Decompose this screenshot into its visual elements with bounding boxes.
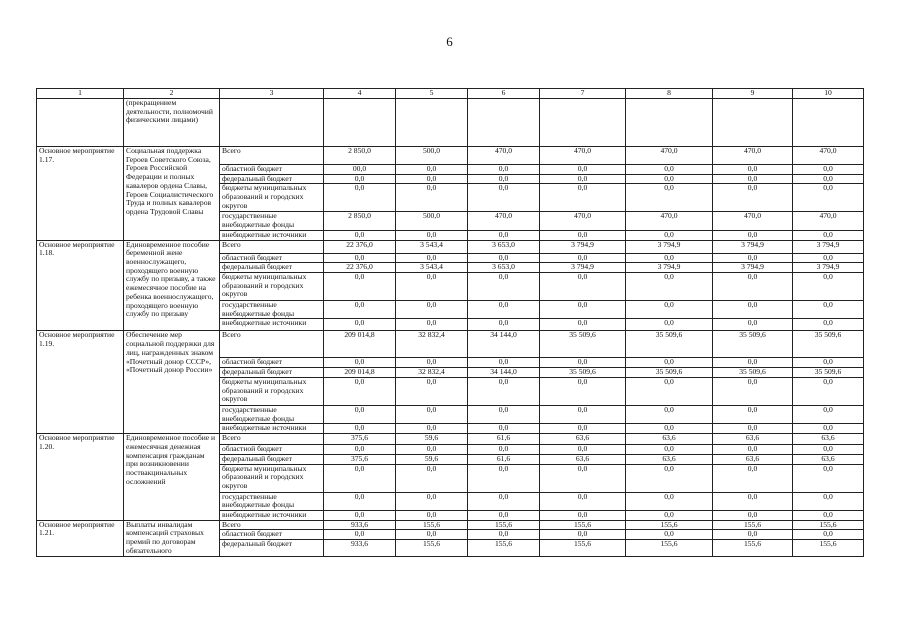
amount-cell: 3 543,4: [396, 263, 468, 273]
amount-cell: 470,0: [540, 212, 626, 230]
amount-cell: 0,0: [324, 184, 396, 212]
amount-cell: 22 376,0: [324, 240, 396, 253]
amount-cell: 0,0: [540, 319, 626, 331]
amount-cell: 0,0: [793, 230, 864, 240]
amount-cell: 0,0: [396, 301, 468, 319]
amount-cell: 35 509,6: [793, 331, 864, 358]
amount-cell: 0,0: [793, 424, 864, 434]
amount-cell: 0,0: [396, 464, 468, 492]
amount-cell: 0,0: [540, 253, 626, 263]
amount-cell: 0,0: [713, 184, 793, 212]
amount-cell: 3 653,0: [468, 240, 540, 253]
amount-cell: 470,0: [626, 147, 713, 165]
amount-cell: 470,0: [713, 147, 793, 165]
funding-source: областной бюджет: [220, 358, 324, 368]
amount-cell: 35 509,6: [540, 368, 626, 378]
funding-source: федеральный бюджет: [220, 368, 324, 378]
amount-cell: 3 543,4: [396, 240, 468, 253]
column-header: 4: [324, 89, 396, 99]
amount-cell: 63,6: [713, 454, 793, 464]
funding-source: государственные внебюджетные фонды: [220, 492, 324, 510]
table-row: [37, 147, 864, 165]
amount-cell: 500,0: [396, 212, 468, 230]
amount-cell: 0,0: [713, 445, 793, 455]
funding-source: бюджеты муниципальных образований и городских округов: [220, 377, 324, 405]
amount-cell: 0,0: [324, 464, 396, 492]
amount-cell: 0,0: [468, 301, 540, 319]
amount-cell: 0,0: [713, 464, 793, 492]
amount-cell: 0,0: [468, 464, 540, 492]
amount-cell: 0,0: [468, 492, 540, 510]
amount-cell: 155,6: [713, 540, 793, 556]
funding-source: федеральный бюджет: [220, 454, 324, 464]
amount-cell: 155,6: [793, 520, 864, 530]
amount-cell: 0,0: [540, 273, 626, 301]
amount-cell: 933,6: [324, 540, 396, 556]
funding-source: внебюджетные источники: [220, 424, 324, 434]
amount-cell: 0,0: [468, 530, 540, 540]
amount-cell: 0,0: [626, 301, 713, 319]
table-row: [37, 331, 864, 358]
amount-cell: 63,6: [626, 454, 713, 464]
amount-cell: 0,0: [396, 174, 468, 184]
amount-cell: 0,0: [713, 301, 793, 319]
amount-cell: 63,6: [540, 434, 626, 445]
amount-cell: 0,0: [396, 165, 468, 175]
amount-cell: 3 653,0: [468, 263, 540, 273]
measure-name: Обеспечение мер социальной поддержки для лиц, награжденных знаком «Почетный донор СССР», «Почетный донор России»: [124, 331, 220, 434]
funding-source: федеральный бюджет: [220, 263, 324, 273]
amount-cell: 0,0: [626, 184, 713, 212]
amount-cell: 0,0: [793, 377, 864, 405]
amount-cell: 0,0: [468, 424, 540, 434]
amount-cell: 00,0: [324, 165, 396, 175]
amount-cell: 0,0: [540, 165, 626, 175]
funding-source: областной бюджет: [220, 445, 324, 455]
measure-code: Основное мероприятие 1.17.: [37, 147, 124, 241]
amount-cell: 155,6: [540, 540, 626, 556]
amount-cell: 0,0: [626, 510, 713, 520]
amount-cell: 375,6: [324, 454, 396, 464]
amount-cell: 0,0: [626, 530, 713, 540]
amount-cell: 3 794,9: [626, 263, 713, 273]
amount-cell: 0,0: [626, 405, 713, 423]
funding-source: внебюджетные источники: [220, 510, 324, 520]
amount-cell: 0,0: [324, 174, 396, 184]
amount-cell: 0,0: [324, 253, 396, 263]
amount-cell: 0,0: [626, 358, 713, 368]
amount-cell: 0,0: [626, 377, 713, 405]
amount-cell: 2 850,0: [324, 147, 396, 165]
amount-cell: 35 509,6: [626, 331, 713, 358]
amount-cell: 63,6: [540, 454, 626, 464]
amount-cell: 0,0: [540, 445, 626, 455]
funding-source: областной бюджет: [220, 165, 324, 175]
amount-cell: 0,0: [396, 184, 468, 212]
amount-cell: 0,0: [396, 405, 468, 423]
measure-name: Единовременное пособие беременной жене военнослужащего, проходящего военную службу по призыву, а также ежемесячное пособие на ребенка военнослужащего, проходящего военную службу по призыву: [124, 240, 220, 331]
amount-cell: 0,0: [324, 358, 396, 368]
amount-cell: 0,0: [793, 445, 864, 455]
amount-cell: 0,0: [793, 273, 864, 301]
amount-cell: 3 794,9: [713, 240, 793, 253]
amount-cell: 155,6: [713, 520, 793, 530]
amount-cell: 0,0: [626, 464, 713, 492]
amount-cell: 155,6: [396, 540, 468, 556]
measure-name: Социальная поддержка Героев Советского Союза, Героев Российской Федерации и полных кавалеров ордена Славы, Героев Социалистического Труда и полных кавалеров ордена Трудовой Славы: [124, 147, 220, 241]
amount-cell: 209 014,8: [324, 368, 396, 378]
amount-cell: 0,0: [540, 492, 626, 510]
amount-cell: 0,0: [396, 492, 468, 510]
amount-cell: 155,6: [396, 520, 468, 530]
amount-cell: 0,0: [324, 492, 396, 510]
amount-cell: 0,0: [540, 405, 626, 423]
amount-cell: 3 794,9: [713, 263, 793, 273]
amount-cell: 470,0: [713, 212, 793, 230]
amount-cell: 63,6: [626, 434, 713, 445]
amount-cell: 933,6: [324, 520, 396, 530]
amount-cell: 0,0: [713, 492, 793, 510]
amount-cell: 3 794,9: [793, 240, 864, 253]
column-header: 6: [468, 89, 540, 99]
amount-cell: 0,0: [396, 273, 468, 301]
funding-source: федеральный бюджет: [220, 174, 324, 184]
header-row: [37, 89, 864, 99]
amount-cell: 3 794,9: [793, 263, 864, 273]
amount-cell: 0,0: [540, 184, 626, 212]
amount-cell: 0,0: [793, 253, 864, 263]
amount-cell: 0,0: [713, 358, 793, 368]
amount-cell: 59,6: [396, 434, 468, 445]
column-header: 10: [793, 89, 864, 99]
amount-cell: 470,0: [626, 212, 713, 230]
amount-cell: 34 144,0: [468, 368, 540, 378]
amount-cell: 0,0: [540, 174, 626, 184]
column-header: 7: [540, 89, 626, 99]
amount-cell: 0,0: [540, 510, 626, 520]
amount-cell: 63,6: [713, 434, 793, 445]
table-row: [37, 520, 864, 530]
amount-cell: 0,0: [324, 445, 396, 455]
measure-name: Единовременное пособие и ежемесячная денежная компенсация гражданам при возникновении поствакцинальных осложнений: [124, 434, 220, 521]
measure-code: Основное мероприятие 1.19.: [37, 331, 124, 434]
amount-cell: 3 794,9: [540, 263, 626, 273]
amount-cell: 209 014,8: [324, 331, 396, 358]
amount-cell: 0,0: [626, 319, 713, 331]
amount-cell: 470,0: [468, 147, 540, 165]
amount-cell: 0,0: [626, 424, 713, 434]
amount-cell: 0,0: [713, 530, 793, 540]
amount-cell: 0,0: [540, 230, 626, 240]
amount-cell: 0,0: [540, 301, 626, 319]
amount-cell: 0,0: [468, 510, 540, 520]
funding-source: областной бюджет: [220, 530, 324, 540]
amount-cell: 0,0: [793, 510, 864, 520]
amount-cell: 0,0: [793, 165, 864, 175]
amount-cell: 63,6: [793, 434, 864, 445]
amount-cell: 470,0: [793, 147, 864, 165]
amount-cell: 22 376,0: [324, 263, 396, 273]
amount-cell: 59,6: [396, 454, 468, 464]
amount-cell: 470,0: [468, 212, 540, 230]
amount-cell: 2 850,0: [324, 212, 396, 230]
amount-cell: 0,0: [793, 492, 864, 510]
measure-code: Основное мероприятие 1.21.: [37, 520, 124, 556]
amount-cell: 32 832,4: [396, 368, 468, 378]
measure-name: Выплаты инвалидам компенсаций страховых премий по договорам обязательного: [124, 520, 220, 556]
amount-cell: 0,0: [468, 174, 540, 184]
amount-cell: 155,6: [626, 520, 713, 530]
amount-cell: 35 509,6: [713, 331, 793, 358]
amount-cell: 0,0: [540, 358, 626, 368]
amount-cell: 0,0: [468, 273, 540, 301]
amount-cell: 63,6: [793, 454, 864, 464]
funding-source: федеральный бюджет: [220, 540, 324, 556]
amount-cell: 0,0: [793, 405, 864, 423]
amount-cell: 0,0: [713, 510, 793, 520]
amount-cell: 0,0: [713, 405, 793, 423]
amount-cell: 500,0: [396, 147, 468, 165]
continuation-name: (прекращением деятельности, полномочий физическими лицами): [124, 99, 220, 147]
amount-cell: 0,0: [468, 405, 540, 423]
funding-source: Всего: [220, 434, 324, 445]
amount-cell: 35 509,6: [713, 368, 793, 378]
amount-cell: 35 509,6: [540, 331, 626, 358]
amount-cell: 0,0: [324, 405, 396, 423]
funding-source: Всего: [220, 520, 324, 530]
continuation-code: [37, 99, 124, 147]
funding-source: государственные внебюджетные фонды: [220, 301, 324, 319]
column-header: 3: [220, 89, 324, 99]
amount-cell: 32 832,4: [396, 331, 468, 358]
column-header: 5: [396, 89, 468, 99]
amount-cell: 34 144,0: [468, 331, 540, 358]
amount-cell: 0,0: [540, 464, 626, 492]
amount-cell: 0,0: [713, 174, 793, 184]
amount-cell: 0,0: [540, 377, 626, 405]
funding-source: государственные внебюджетные фонды: [220, 212, 324, 230]
funding-source: внебюджетные источники: [220, 319, 324, 331]
funding-source: Всего: [220, 331, 324, 358]
column-header: 2: [124, 89, 220, 99]
amount-cell: 0,0: [626, 174, 713, 184]
amount-cell: 0,0: [540, 424, 626, 434]
amount-cell: 155,6: [626, 540, 713, 556]
funding-source: областной бюджет: [220, 253, 324, 263]
amount-cell: 3 794,9: [540, 240, 626, 253]
column-header: 9: [713, 89, 793, 99]
amount-cell: 0,0: [396, 377, 468, 405]
amount-cell: 470,0: [540, 147, 626, 165]
amount-cell: 0,0: [396, 358, 468, 368]
amount-cell: 0,0: [793, 301, 864, 319]
amount-cell: 0,0: [468, 358, 540, 368]
amount-cell: 0,0: [324, 273, 396, 301]
amount-cell: 0,0: [540, 530, 626, 540]
continuation-row: [37, 99, 864, 147]
amount-cell: 155,6: [793, 540, 864, 556]
page-number: 6: [446, 34, 453, 49]
amount-cell: 0,0: [468, 230, 540, 240]
amount-cell: 0,0: [793, 358, 864, 368]
amount-cell: 0,0: [324, 510, 396, 520]
amount-cell: 0,0: [324, 377, 396, 405]
amount-cell: 155,6: [468, 540, 540, 556]
amount-cell: 0,0: [324, 230, 396, 240]
amount-cell: 0,0: [626, 230, 713, 240]
amount-cell: 0,0: [713, 319, 793, 331]
amount-cell: 0,0: [713, 377, 793, 405]
funding-source: бюджеты муниципальных образований и городских округов: [220, 464, 324, 492]
amount-cell: 0,0: [396, 445, 468, 455]
amount-cell: 0,0: [396, 510, 468, 520]
amount-cell: 155,6: [540, 520, 626, 530]
amount-cell: 0,0: [324, 319, 396, 331]
amount-cell: 0,0: [396, 253, 468, 263]
amount-cell: 0,0: [626, 492, 713, 510]
amount-cell: 0,0: [713, 165, 793, 175]
amount-cell: 0,0: [468, 319, 540, 331]
amount-cell: 35 509,6: [626, 368, 713, 378]
table-row: [37, 240, 864, 253]
amount-cell: 0,0: [713, 253, 793, 263]
table-row: [37, 434, 864, 445]
amount-cell: 0,0: [713, 424, 793, 434]
amount-cell: 0,0: [396, 230, 468, 240]
amount-cell: 0,0: [396, 319, 468, 331]
amount-cell: 0,0: [713, 273, 793, 301]
amount-cell: 0,0: [793, 464, 864, 492]
amount-cell: 3 794,9: [626, 240, 713, 253]
amount-cell: 0,0: [396, 530, 468, 540]
amount-cell: 0,0: [626, 253, 713, 263]
amount-cell: 0,0: [713, 230, 793, 240]
amount-cell: 0,0: [468, 165, 540, 175]
column-header: 8: [626, 89, 713, 99]
amount-cell: 61,6: [468, 434, 540, 445]
amount-cell: 0,0: [626, 165, 713, 175]
amount-cell: 0,0: [324, 530, 396, 540]
amount-cell: 0,0: [468, 377, 540, 405]
column-header: 1: [37, 89, 124, 99]
amount-cell: 0,0: [626, 273, 713, 301]
measure-code: Основное мероприятие 1.20.: [37, 434, 124, 521]
funding-source: Всего: [220, 240, 324, 253]
funding-source: бюджеты муниципальных образований и городских округов: [220, 273, 324, 301]
amount-cell: 470,0: [793, 212, 864, 230]
funding-source: внебюджетные источники: [220, 230, 324, 240]
amount-cell: 0,0: [793, 184, 864, 212]
measure-code: Основное мероприятие 1.18.: [37, 240, 124, 331]
funding-source: Всего: [220, 147, 324, 165]
amount-cell: 35 509,6: [793, 368, 864, 378]
amount-cell: 61,6: [468, 454, 540, 464]
amount-cell: 155,6: [468, 520, 540, 530]
funding-source: государственные внебюджетные фонды: [220, 405, 324, 423]
amount-cell: 0,0: [793, 174, 864, 184]
amount-cell: 0,0: [468, 253, 540, 263]
amount-cell: 0,0: [324, 424, 396, 434]
amount-cell: 0,0: [793, 530, 864, 540]
budget-table: [36, 88, 864, 557]
amount-cell: 0,0: [468, 445, 540, 455]
amount-cell: 0,0: [793, 319, 864, 331]
amount-cell: 0,0: [626, 445, 713, 455]
amount-cell: 0,0: [468, 184, 540, 212]
amount-cell: 0,0: [324, 301, 396, 319]
funding-source: бюджеты муниципальных образований и городских округов: [220, 184, 324, 212]
amount-cell: 375,6: [324, 434, 396, 445]
amount-cell: 0,0: [396, 424, 468, 434]
